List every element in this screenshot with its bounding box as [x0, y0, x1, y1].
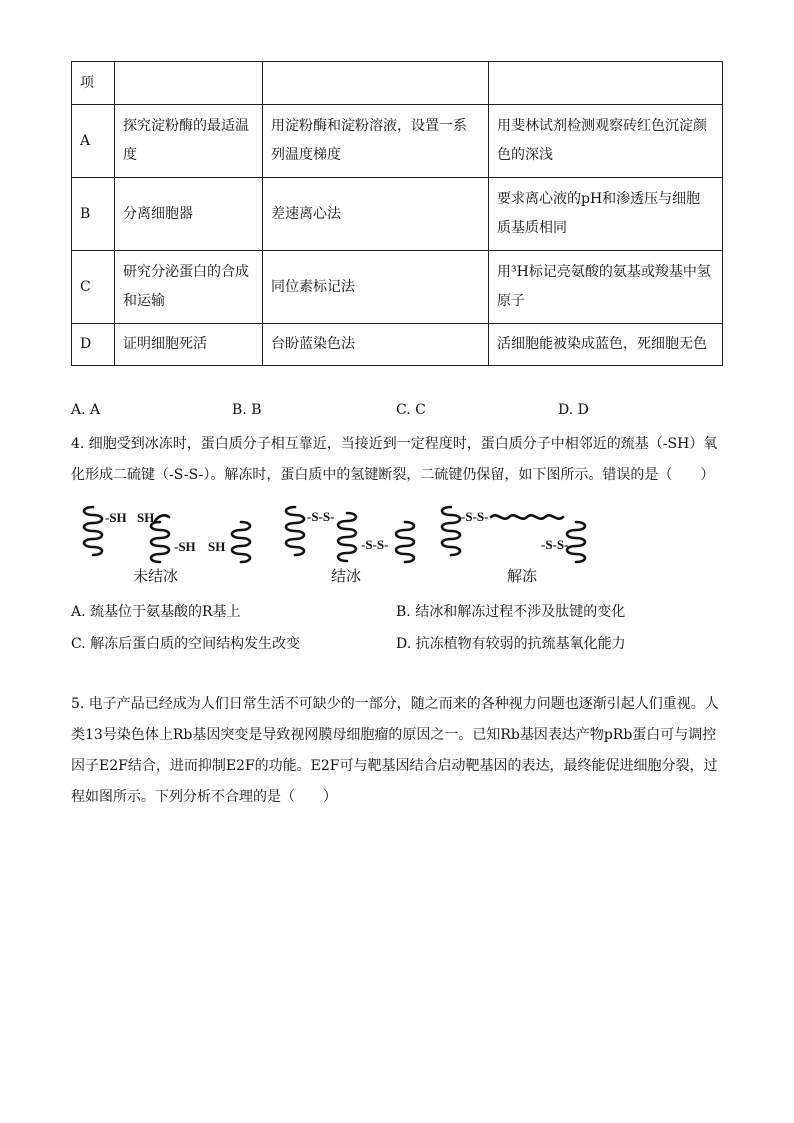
thiol-label: -SH: [105, 510, 127, 525]
protein-coil: [286, 507, 304, 555]
table-cell: 研究分泌蛋白的合成和运输: [115, 251, 263, 324]
table-cell: 活细胞能被染成蓝色，死细胞无色: [489, 324, 723, 366]
table-cell: 差速离心法: [263, 178, 489, 251]
table-header-cell: [115, 62, 263, 105]
table-cell: B: [72, 178, 115, 251]
q3-options: [71, 402, 722, 424]
q3-option-c[interactable]: C. C: [396, 402, 426, 418]
table-cell: 证明细胞死活: [115, 324, 263, 366]
table-header-row: [72, 62, 723, 105]
table-cell: A: [72, 105, 115, 178]
table-cell: C: [72, 251, 115, 324]
protein-coil: [396, 522, 414, 562]
thiol-label: SH: [137, 510, 155, 525]
table-header-cell: [489, 62, 723, 105]
q5-stem: 5. 电子产品已经成为人们日常生活不可缺少的一部分，随之而来的各种视力问题也逐渐引起人们重视。人类13号染色体上Rb基因突变是导致视网膜母细胞瘤的原因之一。已知Rb基因表达产物pRb蛋白可与调控因子E2F结合，进而抑制E2F的功能。E2F可与靶基因结合启动靶基因的表达，最终能促进细胞分裂，过程如图所示。下列分析不合理的是（ ）: [71, 696, 719, 805]
table-header-cell: [263, 62, 489, 105]
protein-coil: [232, 522, 250, 562]
table-cell: 分离细胞器: [115, 178, 263, 251]
table-cell: D: [72, 324, 115, 366]
q4-option-c[interactable]: C. 解冻后蛋白质的空间结构发生改变: [71, 636, 301, 652]
table-cell: 台盼蓝染色法: [263, 324, 489, 366]
table-cell: 用³H标记亮氨酸的氨基或羧基中氢原子: [489, 251, 723, 324]
table-cell: 要求离心液的pH和渗透压与细胞质基质相同: [489, 178, 723, 251]
protein-coil: [442, 507, 460, 555]
protein-coil: [84, 507, 102, 555]
thiol-label: -SH: [174, 539, 196, 554]
q3-option-a[interactable]: A. A: [71, 402, 101, 418]
table-cell: 同位素标记法: [263, 251, 489, 324]
disulfide-label: -S-S-: [307, 509, 335, 524]
figure-caption-unfrozen: 未结冰: [133, 567, 179, 585]
q3-option-d[interactable]: D. D: [558, 402, 589, 418]
protein-coil: [567, 522, 585, 562]
table-cell: 用淀粉酶和淀粉溶液，设置一系列温度梯度: [263, 105, 489, 178]
table-row: [72, 251, 723, 324]
disulfide-label: -S-S-: [361, 537, 389, 552]
figure-caption-thawed: 解冻: [507, 567, 538, 585]
table-cell: 探究淀粉酶的最适温度: [115, 105, 263, 178]
disulfide-label: -S-S-: [461, 509, 489, 524]
unfolded-chain: [491, 515, 563, 518]
table-row: [72, 178, 723, 251]
table-row: [72, 105, 723, 178]
table-row: [72, 324, 723, 366]
q4-option-d[interactable]: D. 抗冻植物有较弱的抗巯基氧化能力: [396, 636, 626, 652]
table-header-cell: 项: [72, 62, 115, 105]
experiment-table: [71, 61, 723, 366]
disulfide-label: -S-S-: [541, 537, 569, 552]
table-cell: 用斐林试剂检测观察砖红色沉淀颜色的深浅: [489, 105, 723, 178]
thiol-label: SH: [208, 539, 226, 554]
protein-freezing-diagram: [71, 497, 611, 592]
q3-option-b[interactable]: B. B: [232, 402, 262, 418]
figure-caption-frozen: 结冰: [331, 567, 362, 585]
q4-option-a[interactable]: A. 巯基位于氨基酸的R基上: [71, 604, 241, 620]
protein-coil: [338, 513, 356, 561]
q4-stem: 4. 细胞受到冰冻时，蛋白质分子相互靠近，当接近到一定程度时，蛋白质分子中相邻近的巯基（-SH）氧化形成二硫键（-S-S-）。解冻时，蛋白质中的氢键断裂，二硫键仍保留，如下图所示。错误的是（ ）: [71, 436, 718, 483]
q4-option-b[interactable]: B. 结冰和解冻过程不涉及肽键的变化: [396, 604, 626, 620]
